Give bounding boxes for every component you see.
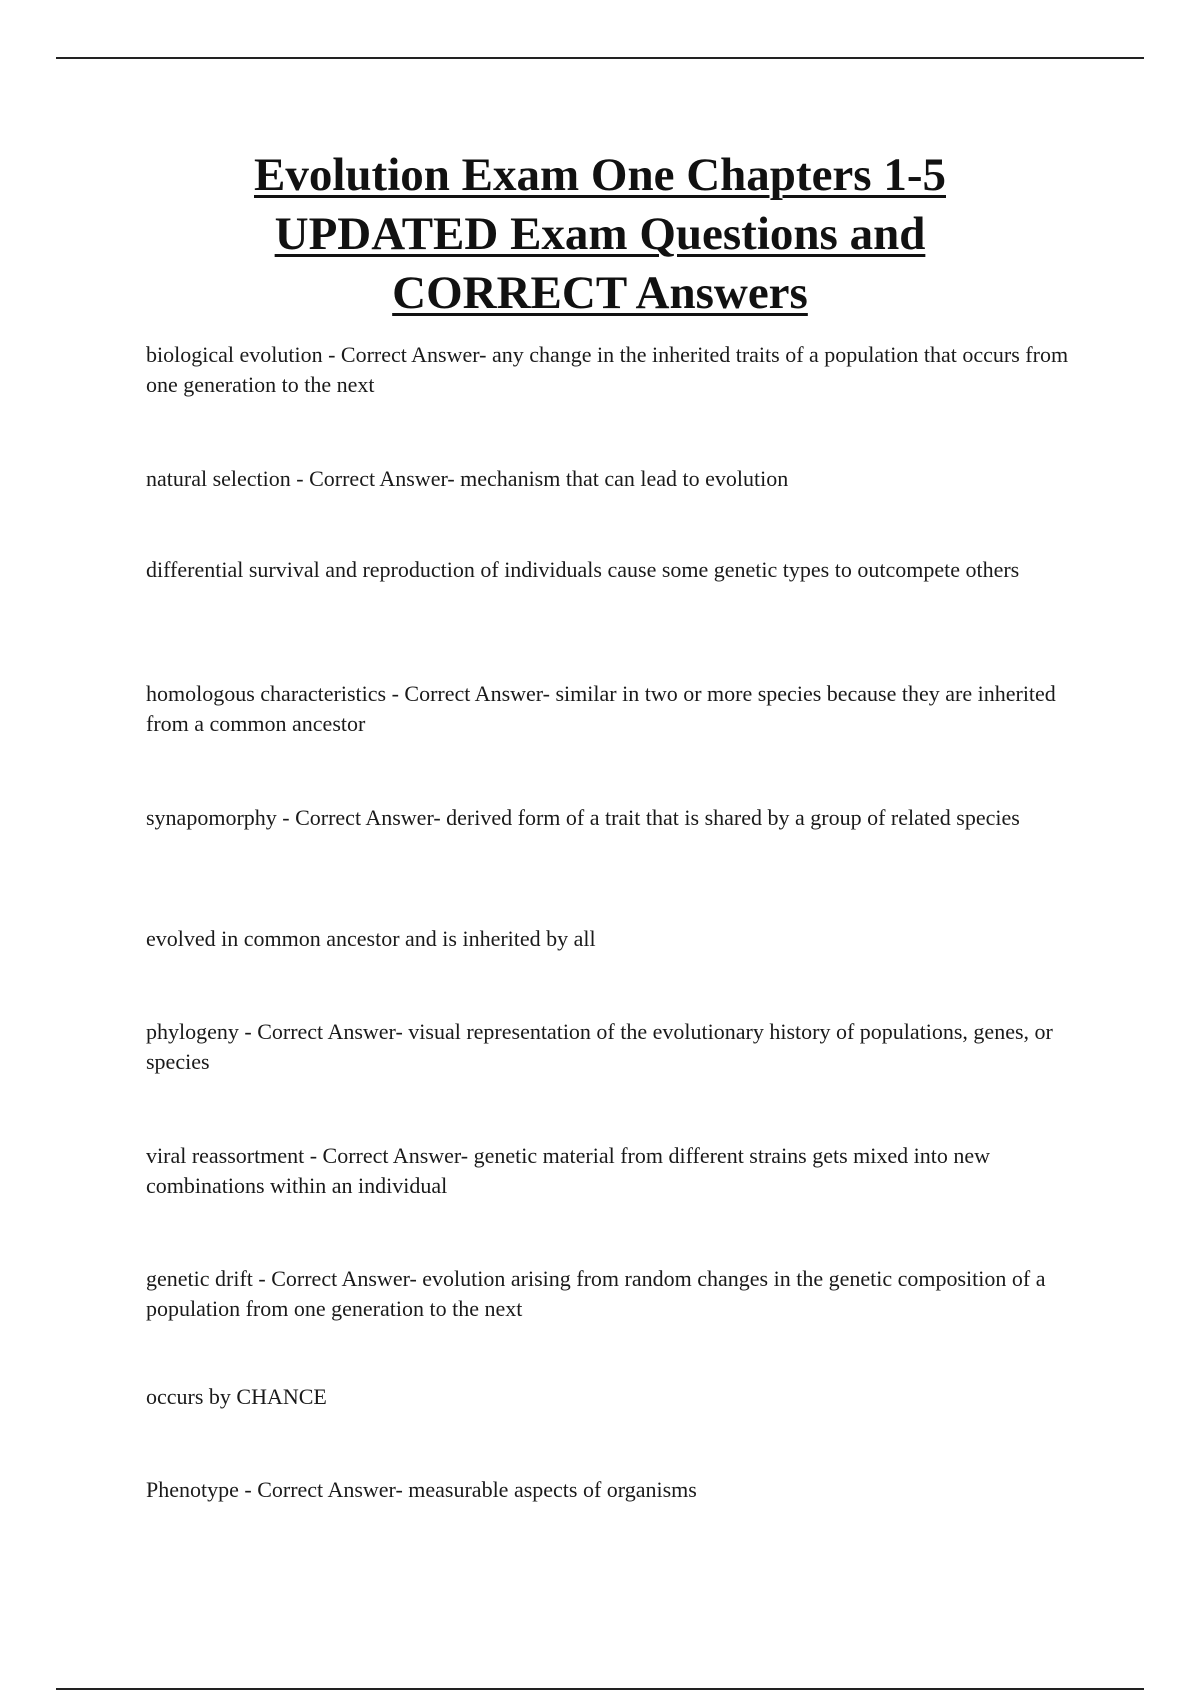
title-line-1: Evolution Exam One Chapters 1-5 [254,149,946,201]
bottom-divider [56,1688,1144,1690]
document-title [200,146,1000,323]
qa-entry-biological-evolution: biological evolution - Correct Answer- any change in the inherited traits of a population that occurs from one generation to the next [146,342,1069,397]
title-line-3: CORRECT Answers [392,267,808,319]
qa-entry-phenotype: Phenotype - Correct Answer- measurable aspects of organisms [146,1477,697,1502]
qa-entry-common-ancestor: evolved in common ancestor and is inherited by all [146,926,596,951]
qa-entry-homologous-characteristics: homologous characteristics - Correct Answer- similar in two or more species because they are inherited from a common ancestor [146,681,1056,736]
qa-entry-natural-selection: natural selection - Correct Answer- mechanism that can lead to evolution [146,466,789,491]
qa-entry-genetic-drift: genetic drift - Correct Answer- evolution arising from random changes in the genetic composition of a population from one generation to the next [146,1266,1046,1321]
top-divider [56,57,1144,59]
qa-entry-synapomorphy: synapomorphy - Correct Answer- derived form of a trait that is shared by a group of related species [146,805,1020,830]
title-line-2: UPDATED Exam Questions and [274,208,926,260]
qa-entry-chance: occurs by CHANCE [146,1384,327,1409]
qa-entry-differential-survival: differential survival and reproduction of individuals cause some genetic types to outcompete others [146,557,1020,582]
qa-entry-viral-reassortment: viral reassortment - Correct Answer- genetic material from different strains gets mixed into new combinations within an individual [146,1143,991,1198]
qa-entry-phylogeny: phylogeny - Correct Answer- visual representation of the evolutionary history of populations, genes, or species [146,1019,1053,1074]
